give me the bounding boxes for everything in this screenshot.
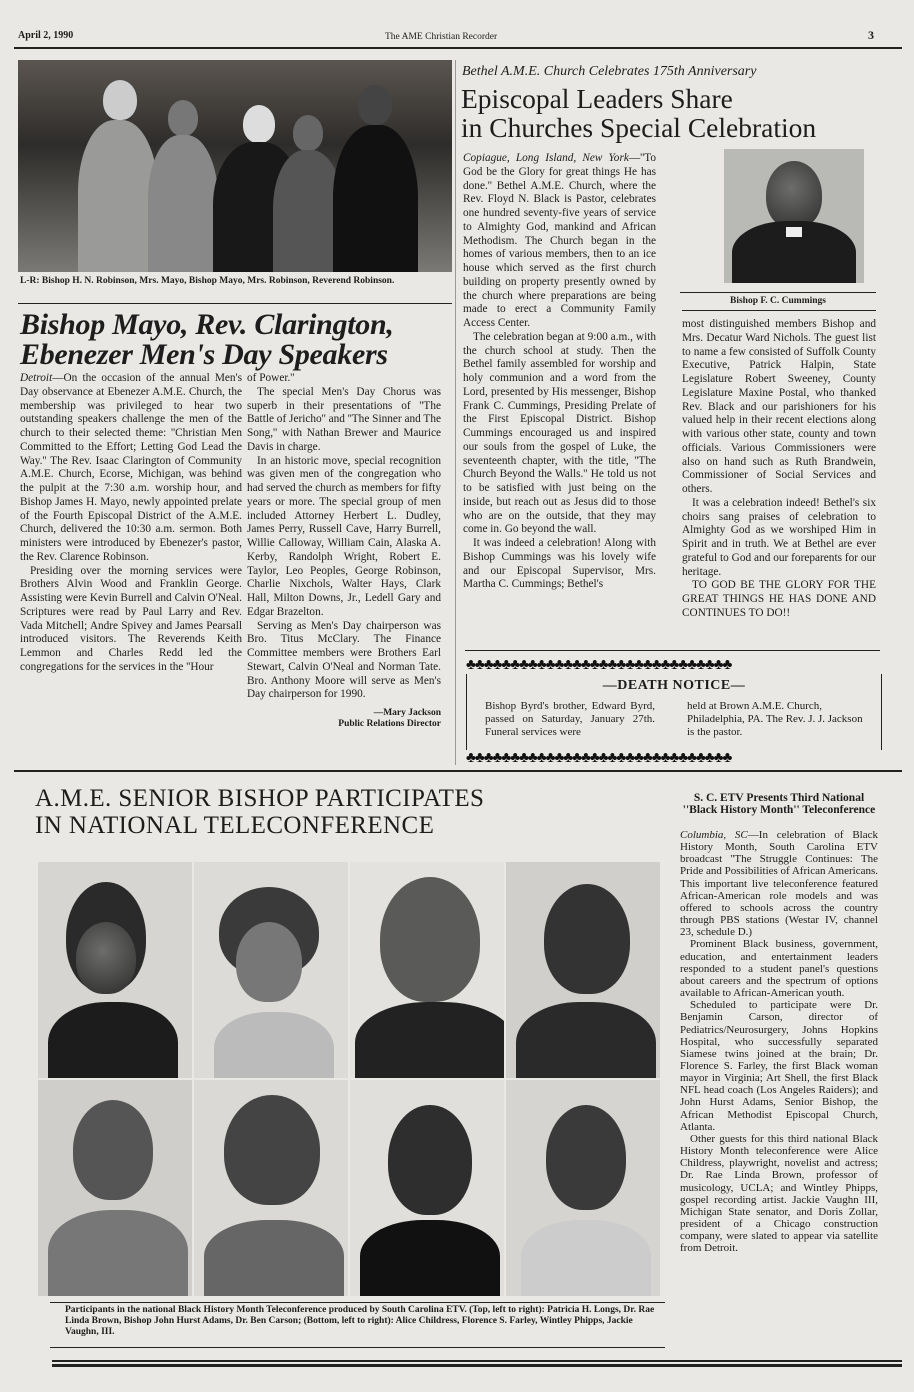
paragraph: —In celebration of Black History Month, South Carolina ETV broadcast ''The Struggle Continues: The Pride and Possibilities of African Americans. This important live teleconference featured African-American role models and was offered to schools across the country through PBS stations (Westar IV, channel 23, schedule D.) bbox=[680, 829, 878, 939]
teleconference-headline-line1: A.M.E. SENIOR BISHOP PARTICIPATES bbox=[35, 785, 485, 812]
death-notice-title: —DEATH NOTICE— bbox=[602, 678, 746, 693]
byline-title: Public Relations Director bbox=[338, 719, 441, 729]
portrait-jackie-vaughn bbox=[506, 1080, 660, 1296]
paragraph: The special Men's Day Chorus was superb in their presentations of ''The Battle of Jericho'' and ''The Sinner and The Song,'' with Nathan Brewer and Maurice Davis in charge. bbox=[247, 385, 441, 453]
column-divider bbox=[455, 60, 456, 765]
paragraph: most distinguished members Bishop and Mrs. Decatur Ward Nichols. The guest list to name a few consisted of Suffolk County Executive, Patrick Halpin, State Legislature Robert Sweeney, County Legislature Maxine Postal, who thanked Rev. Black and our parishioners for his valued help in their recent elections along with various other state, county and town officials. Various Commissioners were also on hand such as Ruth Brandwein, Commissioner of Social Services and others. bbox=[682, 318, 876, 495]
paragraph: —''To God be the Glory for great things He has done.'' Bethel A.M.E. Church, where the Rev. Floyd N. Black is Pastor, celebrates one hundred seventy-five years of service to Almighty God, mankind and African Methodism. The Church began in the homes of various members, then to an ice house which served as the first church building on property presently owned by the church where preparations are being made to erect a Community Family Access Center. bbox=[463, 152, 656, 329]
dateline: Copiague, Long Island, New York bbox=[463, 152, 629, 164]
portrait-wintley-phipps bbox=[350, 1080, 504, 1296]
bethel-column-1 bbox=[463, 152, 656, 592]
issue-date: April 2, 1990 bbox=[18, 30, 74, 41]
portrait-rae-linda-brown bbox=[194, 862, 348, 1078]
bishop-cummings-photo bbox=[724, 149, 864, 283]
portrait-patricia-longs bbox=[38, 862, 192, 1078]
portrait-florence-farley bbox=[194, 1080, 348, 1296]
death-notice-col2: held at Brown A.M.E. Church, Philadelphia, PA. The Rev. J. J. Jackson is the pastor. bbox=[687, 700, 863, 738]
paragraph: —On the occasion of the annual Men's Day observance at Ebenezer A.M.E. Church, the membership was privileged to hear two outstanding speakers challenge the men of the church to their selected theme: ''Christian Men Committed to the Effort; Letting God Lead the Way.'' The Rev. Isaac Clarington of Community A.M.E. Church, Ecorse, Michigan, was behind the pulpit at the 7:30 a.m. worship hour, and Bishop James H. Mayo, newly appointed prelate of the Fourth Episcopal District of the A.M.E. Church, delivered the 10:30 a.m. sermon. Both ministers were introduced by Ebenezer's pastor, the Rev. Clarence Robinson. bbox=[20, 372, 242, 563]
portrait-alice-childress bbox=[38, 1080, 192, 1296]
paragraph: Other guests for this third national Black History Month teleconference were Alice Childress, playwright, novelist and actress; Dr. Rae Linda Brown, professor of musicology, UCLA; and Wintley Phipps, gospel recording artist. Jackie Vaughn III, Michigan State senator, and Doris Zollar, president of a Chicago construction company, were slated to appear via satellite from Detroit. bbox=[680, 1132, 878, 1255]
ornament-border-top: ♣♣♣♣♣♣♣♣♣♣♣♣♣♣♣♣♣♣♣♣♣♣♣♣♣♣♣♣♣♣ bbox=[466, 657, 732, 673]
bethel-kicker: Bethel A.M.E. Church Celebrates 175th Anniversary bbox=[462, 64, 757, 79]
paragraph: In an historic move, special recognition was given men of the congregation who had served the church as members for fifty years or more. The special group of men included Attorney Herbert L. Dudley, James Perry, Russell Cave, Harry Burrell, Willie Calloway, William Cain, Alaska A. Kerby, Randolph Wright, Robert E. Taylor, Leo Peoples, George Robinson, Charlie Nixchols, Walter Hays, Clark Hall, Milton Downs, Jr., Ledell Gary and Edgar Brazelton. bbox=[247, 454, 441, 618]
portrait-john-hurst-adams bbox=[350, 862, 504, 1078]
participants-photo-grid bbox=[38, 862, 660, 1296]
mayo-column-2 bbox=[247, 372, 441, 730]
paper-name: The AME Christian Recorder bbox=[385, 32, 498, 42]
teleconference-headline-line2: IN NATIONAL TELECONFERENCE bbox=[35, 812, 435, 839]
bethel-column-2 bbox=[682, 318, 876, 621]
divider bbox=[50, 1302, 665, 1303]
bethel-headline-line2: in Churches Special Celebration bbox=[461, 112, 817, 143]
death-notice-box bbox=[466, 657, 882, 765]
divider bbox=[50, 1347, 665, 1348]
divider bbox=[465, 650, 880, 651]
mayo-headline-line2: Ebenezer Men's Day Speakers bbox=[20, 338, 388, 371]
group-photo bbox=[18, 60, 452, 272]
byline-name: —Mary Jackson bbox=[373, 708, 441, 718]
dateline: Detroit bbox=[20, 372, 53, 384]
paragraph: It was a celebration indeed! Bethel's six choirs sang praises of celebration to Almighty God as we worshiped Him in Spirit and in truth. We at Bethel are ever grateful to God and our foreparents for our heritage. bbox=[682, 496, 876, 578]
byline bbox=[247, 708, 441, 730]
page-number: 3 bbox=[868, 28, 874, 42]
paragraph: of Power.'' bbox=[247, 372, 295, 384]
paragraph: Serving as Men's Day chairperson was Bro. Titus McClary. The Finance Committee members were Brothers Earl Stewart, Calvin O'Neal and Norman Tate. Bro. Anthony Moore will serve as Men's Day chairperson for 1990. bbox=[247, 619, 441, 701]
etv-body bbox=[680, 829, 878, 1254]
ornament-border-bottom: ♣♣♣♣♣♣♣♣♣♣♣♣♣♣♣♣♣♣♣♣♣♣♣♣♣♣♣♣♣♣ bbox=[466, 750, 732, 766]
participants-caption: Participants in the national Black History Month Teleconference produced by South Carolina ETV. (Top, left to right): Patricia H. Longs, Dr. Rae Linda Brown, Bishop John Hurst Adams, Dr. Ben Carson; (Bottom, left to right): Alice Childress, Florence S. Farley, Wintley Phipps, Jackie Vaughn, III. bbox=[65, 1305, 655, 1337]
section-rule bbox=[14, 770, 902, 772]
death-notice-col1: Bishop Byrd's brother, Edward Byrd, passed on Saturday, January 27th. Funeral services were bbox=[485, 700, 655, 738]
mayo-column-1 bbox=[20, 372, 242, 675]
footer-rule bbox=[52, 1360, 902, 1362]
paragraph: TO GOD BE THE GLORY FOR THE GREAT THINGS HE HAS DONE AND CONTINUES TO DO!! bbox=[682, 579, 876, 619]
group-photo-caption: L-R: Bishop H. N. Robinson, Mrs. Mayo, Bishop Mayo, Mrs. Robinson, Reverend Robinson. bbox=[20, 276, 395, 286]
bethel-headline bbox=[461, 84, 816, 142]
bethel-headline-line1: Episcopal Leaders Share bbox=[461, 83, 733, 114]
teleconference-headline bbox=[35, 785, 484, 839]
paragraph: Scheduled to participate were Dr. Benjamin Carson, director of Pediatrics/Neurosurgery, Johns Hopkins Hospital, who successfully separated Siamese twins joined at the brain; Dr. Florence S. Farley, the first Black woman mayor in Virginia; Art Shell, the first Black NFL head coach (Los Angeles Raiders); and John Hurst Adams, Senior Bishop, the African Methodist Episcopal Church, Atlanta. bbox=[680, 999, 878, 1133]
header-rule bbox=[14, 47, 902, 49]
dateline: Columbia, SC bbox=[680, 829, 748, 841]
divider bbox=[682, 310, 876, 311]
mayo-headline-line1: Bishop Mayo, Rev. Clarington, bbox=[20, 308, 394, 341]
paragraph: The celebration began at 9:00 a.m., with the church school at study. Then the Bethel family assembled for worship and holy communion and a word from the Lord, presented by His messenger, Bishop Frank C. Cummings, Presiding Prelate of the First Episcopal District. Bishop Cummings encouraged us and inspired our souls from the gospel of Luke, the seventeenth chapter, with the title, ''The Church Beyond the Walls.'' He told us not to be satisfied with just being on the inside, but reach out as Jesus did to those who are on the outside, that they may come in. Go beyond the wall. bbox=[463, 330, 656, 536]
paragraph: It was indeed a celebration! Along with Bishop Cummings was his lovely wife and our Episcopal Supervisor, Mrs. Martha C. Cummings; Bethel's bbox=[463, 537, 656, 591]
bishop-cummings-caption: Bishop F. C. Cummings bbox=[730, 296, 826, 306]
divider bbox=[18, 303, 452, 304]
divider bbox=[680, 292, 876, 293]
paragraph: Prominent Black business, government, education, and entertainment leaders responded to a student panel's questions about careers and the spectrum of options available to African-American youth. bbox=[680, 938, 878, 1000]
etv-headline: S. C. ETV Presents Third National ''Black History Month'' Teleconference bbox=[682, 792, 876, 816]
footer-rule-thick bbox=[52, 1364, 902, 1367]
paragraph: Presiding over the morning services were Brothers Alvin Wood and Franklin George. Assisting were Kevin Burrell and Calvin O'Neal. Scriptures were read by Paul Larry and Rev. Vada Mitchell; Andre Spivey and James Pearsall introduced visitors. The Reverends Keith Lemmon and Charles Redd led the congregations for the services in the ''Hour bbox=[20, 564, 242, 673]
mayo-headline bbox=[20, 310, 394, 370]
portrait-ben-carson bbox=[506, 862, 660, 1078]
